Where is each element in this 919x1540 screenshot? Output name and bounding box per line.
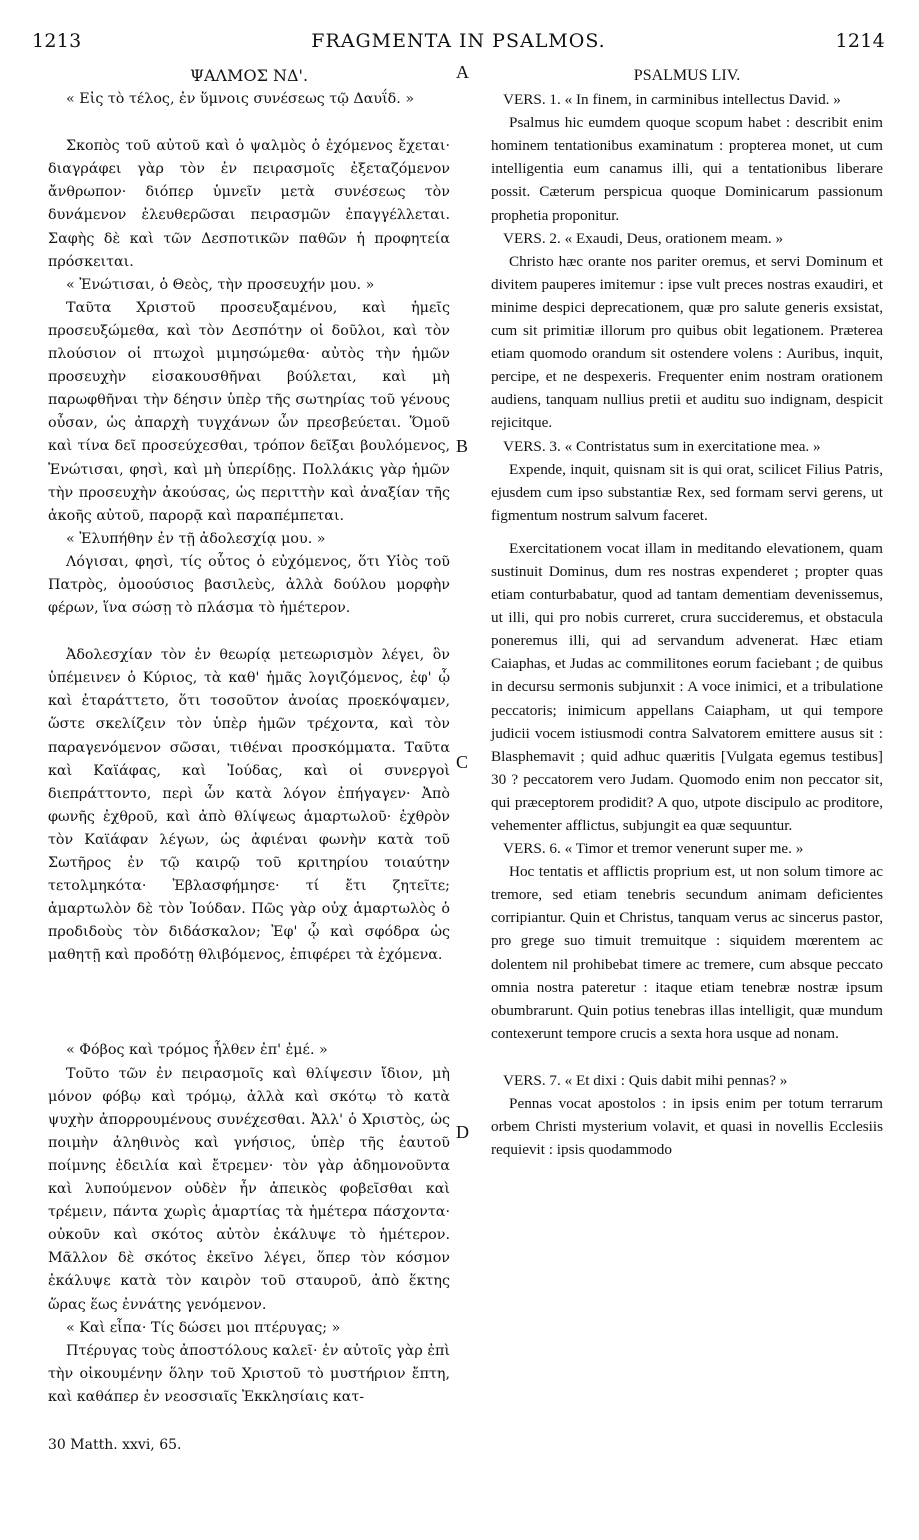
greek-verse-heading: « Ἐλυπήθην ἐν τῇ ἀδολεσχίᾳ μου. » (66, 530, 326, 547)
greek-verse-heading: « Ἐνώτισαι, ὁ Θεὸς, τὴν προσευχήν μου. » (66, 276, 375, 293)
running-header (32, 30, 885, 60)
page-number-left: 1213 (32, 30, 82, 52)
latin-verse-heading: VERS. 3. « Contristatus sum in exercitatione mea. » (503, 437, 821, 455)
latin-paragraph: Hoc tentatis et afflictis proprium est, ut non solum timore ac tremore, sed etiam tenebris secundum animam deficientes corripiantur. Quin et Christus, tanquam verus ac sincerus pastor, pro grege suo timuit tremuitque : siquidem mœrentem ac dolentem nil prohibebat timere ac tremere, cum absque peccato omnia nostra pateretur : itaque etiam tenebræ nostræ ipsum obumbrarunt. Quin potius tenebras illas intelligit, quæ mundum contexerunt tempore crucis a sexta hora usque ad nonam. (491, 863, 883, 1042)
greek-paragraph: Ταῦτα Χριστοῦ προσευξαμένου, καὶ ἡμεῖς προσευξώμεθα, καὶ τὸν Δεσπότην οἱ δοῦλοι, καὶ τὸν πλούσιον οἱ πτωχοὶ μιμησώμεθα· αὐτὸς τὴν ἡμῶν προσευχὴν εἰσακουσθῆναι βούλεται, καὶ μὴ παρωφθῆναι τὴν δέησιν ὑπὲρ τῆς σωτηρίας τοῦ γένους οὖσαν, ὡς ἀπαρχὴ τυγχάνων ὧν πρεσβεύεται. Ὅμοῦ καὶ τίνα δεῖ προσεύχεσθαι, τρόπον δεῖξαι βουλόμενος, Ἐνώτισαι, φησὶ, καὶ μὴ ὑπερίδῃς. Πολλάκις γὰρ ἡμῶν τὴν προσευχὴν ἀκούσας, ὡς περιττὴν καὶ ἀναξίαν τῆς ἀκοῆς αὐτοῦ, παρορᾷ καὶ παραπέμπεται. (48, 299, 450, 524)
latin-verse-heading: VERS. 6. « Timor et tremor venerunt super me. » (503, 840, 804, 858)
section-marker-d: D (456, 1122, 469, 1142)
latin-paragraph: Christo hæc orante nos pariter oremus, et servi Dominum et divitem pauperes imitemur : ipse vult preces nostras exaudiri, et minime despici deprecationem, quæ pro salute generis exsistat, cum sit primitiæ illorum pro quibus obit legationem. Præterea etiam quomodo orandum sit ostendere volens : Auribus, inquit, percipe, et ne despexeris. Frequenter enim nostram orationem audiens, tanquam nullius pretii et auditu suo indignam, despicit rejicitque. (491, 252, 883, 432)
greek-column (48, 64, 450, 1409)
footnote: 30 Matth. xxvi, 65. (48, 1437, 182, 1453)
latin-psalm-title: PSALMUS LIV. (633, 67, 741, 84)
greek-paragraph: Τοῦτο τῶν ἐν πειρασμοῖς καὶ θλίψεσιν ἴδιον, μὴ μόνον φόβῳ καὶ τρόμῳ, ἀλλὰ καὶ σκότῳ τὸ κατὰ ψυχὴν ἀπορρουμένους συνέχεσθαι. Ἀλλ' ὁ Χριστὸς, ὡς ποιμὴν ἀληθινὸς καὶ γνήσιος, ὑπὲρ τῆς ἑαυτοῦ ποίμνης ἐδειλία καὶ ἔτρεμεν· τὸν γὰρ ἀδημονοῦντα καὶ λυπούμενον οὐδὲν ἦν ἀπεικὸς φοβεῖσθαι καὶ τρέμειν, πάντα χωρὶς ἁμαρτίας τὰ ἡμέτερα πάσχοντα· οὐκοῦν καὶ σκότος αὐτὸν ἐκάλυψε τὸ ἡμέτερον. Μᾶλλον δὲ σκότος ἐκεῖνο λέγει, ὅπερ τὸν κόσμον ἐκάλυψε κατὰ τὸν καιρὸν τοῦ σταυροῦ, ἀπὸ ἕκτης ὥρας ἕως ἐννάτης γενόμενον. (48, 1065, 450, 1313)
page-number-right: 1214 (835, 30, 885, 52)
section-marker-a: A (456, 62, 469, 82)
greek-paragraph: Λόγισαι, φησὶ, τίς οὗτος ὁ εὐχόμενος, ὅτι Υἱὸς τοῦ Πατρὸς, ὁμοούσιος βασιλεὺς, ἀλλὰ δούλου μορφὴν φέρων, ἵνα σώσῃ τὸ πλάσμα τὸ ἡμέτερον. (48, 553, 450, 617)
running-title: FRAGMENTA IN PSALMOS. (311, 30, 606, 52)
greek-psalm-title: ΨΑΛΜΟΣ ΝΔ'. (189, 66, 309, 85)
section-marker-c: C (456, 752, 469, 772)
latin-paragraph: Pennas vocat apostolos : in ipsis enim per totum terrarum orbem Christi mysterium volavit, et quasi in novellis Ecclesiis requievit : ipsis quodammodo (491, 1095, 883, 1159)
greek-verse-heading: « Εἰς τὸ τέλος, ἐν ὕμνοις συνέσεως τῷ Δαυΐδ. » (66, 91, 415, 108)
latin-paragraph: Exercitationem vocat illam in meditando elevationem, quam sustinuit Dominus, dum res nostras expenderet ; propter quas etiam conturbabatur, quod ad tantam dementiam devenissemus, ut illi, qui pro nobis curreret, crura succideremus, et obstacula poneremus illi, qui ad servandum advenerat. Hæc etiam Caiaphas, et Judas ac commilitones eorum faciebant ; de quibus in decursu sermonis subjunxit : A voce inimici, et a tribulatione peccatoris; inimicum appellans Caiapham, ut qui tempore judicii vocem istiusmodi contra Salvatorem emittere ausus sit : Blasphemavit ; quid adhuc quæritis [Vulgata egemus testibus] 30 ? peccatorem vero Judam. Quomodo enim non peccator sit, qui præceptorem prodidit? A quo, utpote discipulo ac proditore, vehementer afflictus, subjungit ea quæ sequuntur. (491, 539, 883, 834)
latin-paragraph: Expende, inquit, quisnam sit is qui orat, scilicet Filius Patris, ejusdem cum ipso substantiæ Rex, sed formam servi gerens, ut figmentum nostrum salvum faceret. (491, 460, 883, 524)
section-marker-b: B (456, 436, 469, 456)
greek-verse-heading: « Φόβος καὶ τρόμος ἦλθεν ἐπ' ἐμέ. » (66, 1042, 328, 1059)
latin-paragraph: Psalmus hic eumdem quoque scopum habet : describit enim hominem tentationibus examinatum : propterea monet, ut cum intelligentia eum canamus illi, qui a tentationibus liberare possit. Cæterum perspicua quoque Dominicarum passionum prophetia proponitur. (491, 114, 883, 224)
greek-verse-heading: « Καὶ εἶπα· Τίς δώσει μοι πτέρυγας; » (66, 1319, 341, 1336)
greek-paragraph: Πτέρυγας τοὺς ἀποστόλους καλεῖ· ἐν αὐτοῖς γὰρ ἐπὶ τὴν οἰκουμένην ὅλην τοῦ Χριστοῦ τὸ μυστήριον ἔπτη, καὶ καθάπερ ἐν νεοσσιαῖς Ἐκκλησίαις κατ- (48, 1342, 450, 1405)
latin-verse-heading: VERS. 7. « Et dixi : Quis dabit mihi pennas? » (503, 1071, 788, 1089)
greek-paragraph: Σκοπὸς τοῦ αὐτοῦ καὶ ὁ ψαλμὸς ὁ ἐχόμενος ἔχεται· διαγράφει γὰρ τὸν ἐν πειρασμοῖς ἐξεταζόμενον ἄνθρωπον· διόπερ ὑμνεῖν μετὰ συνέσεως τὸν δυνάμενον ἐλευθερῶσαι πειρασμῶν ἐπαγγέλλεται. Σαφὴς δὲ καὶ τῶν Δεσποτικῶν παθῶν ἡ προφητεία πρόσκειται. (48, 138, 450, 270)
latin-verse-heading: VERS. 1. « In finem, in carminibus intellectus David. » (503, 91, 841, 109)
latin-column (491, 64, 883, 1161)
greek-paragraph: Ἀδολεσχίαν τὸν ἐν θεωρίᾳ μετεωρισμὸν λέγει, ὃν ὑπέμεινεν ὁ Κύριος, τὰ καθ' ἡμᾶς λογιζόμενος, ἐφ' ᾧ καὶ ἐταράττετο, ὅτι τοσοῦτον ἀνοίας προεκόψαμεν, ὥστε σκελίζειν τὸν ὑπὲρ ἡμῶν τρέχοντα, καὶ τὸν παραγενόμενον σῶσαι, τιθέναι προσκόμματα. Ταῦτα καὶ Καϊάφας, καὶ Ἰούδας, καὶ οἱ συνεργοὶ διεπράττοντο, περὶ ὧν κατὰ λόγον ἐπήγαγεν· Ἀπὸ φωνῆς ἐχθροῦ, καὶ ἀπὸ θλίψεως ἁμαρτωλοῦ· ἐχθρὸν τὸν Καϊάφαν λέγων, ὡς ἀφιέναι φωνὴν κατὰ τοῦ Σωτῆρος ἐν τῷ καιρῷ τοῦ κριτηρίου τοιαύτην τετολμηκότα· Ἐβλασφήμησε· τί ἔτι ζητεῖτε; ἁμαρτωλὸν δὲ τὸν Ἰούδαν. Πῶς γὰρ οὐχ ἁμαρτωλὸς ὁ προδιδοὺς τὸν διδάσκαλον; Ἐφ' ᾧ καὶ σφόδρα ὡς μαθητῇ καὶ προδότῃ θλιβόμενος, ἐπιφέρει τὰ ἐχόμενα. (48, 647, 450, 964)
latin-verse-heading: VERS. 2. « Exaudi, Deus, orationem meam. » (503, 229, 784, 247)
